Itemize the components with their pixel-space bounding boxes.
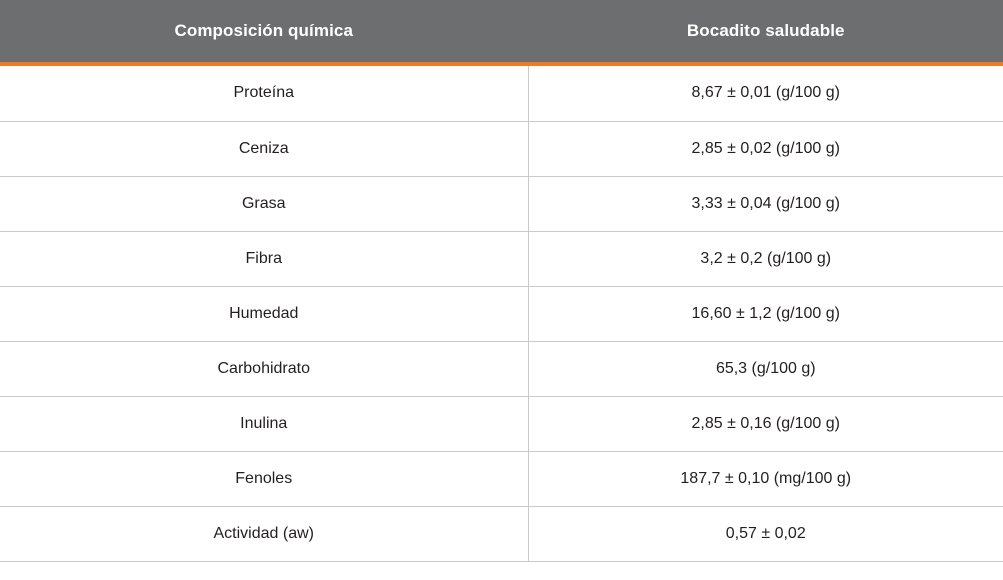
cell-value: 0,57 ± 0,02 (528, 506, 1003, 561)
cell-value: 16,60 ± 1,2 (g/100 g) (528, 286, 1003, 341)
cell-value: 65,3 (g/100 g) (528, 341, 1003, 396)
cell-value: 3,2 ± 0,2 (g/100 g) (528, 231, 1003, 286)
cell-value: 2,85 ± 0,02 (g/100 g) (528, 121, 1003, 176)
cell-component: Fibra (0, 231, 528, 286)
cell-component: Humedad (0, 286, 528, 341)
table-row (0, 451, 1003, 506)
table-row (0, 341, 1003, 396)
table-row (0, 396, 1003, 451)
table-row (0, 506, 1003, 561)
cell-component: Grasa (0, 176, 528, 231)
cell-value: 187,7 ± 0,10 (mg/100 g) (528, 451, 1003, 506)
table-header-row (0, 0, 1003, 62)
table-row (0, 286, 1003, 341)
column-header-product: Bocadito saludable (528, 0, 1003, 62)
cell-component: Carbohidrato (0, 341, 528, 396)
cell-component: Fenoles (0, 451, 528, 506)
table-row (0, 121, 1003, 176)
table-row (0, 231, 1003, 286)
cell-component: Proteína (0, 66, 528, 121)
cell-component: Ceniza (0, 121, 528, 176)
table-row (0, 176, 1003, 231)
table-row (0, 66, 1003, 121)
cell-value: 2,85 ± 0,16 (g/100 g) (528, 396, 1003, 451)
cell-component: Inulina (0, 396, 528, 451)
cell-component: Actividad (aw) (0, 506, 528, 561)
table-header (0, 0, 1003, 62)
cell-value: 8,67 ± 0,01 (g/100 g) (528, 66, 1003, 121)
cell-value: 3,33 ± 0,04 (g/100 g) (528, 176, 1003, 231)
column-header-composition: Composición química (0, 0, 528, 62)
table-body (0, 62, 1003, 561)
